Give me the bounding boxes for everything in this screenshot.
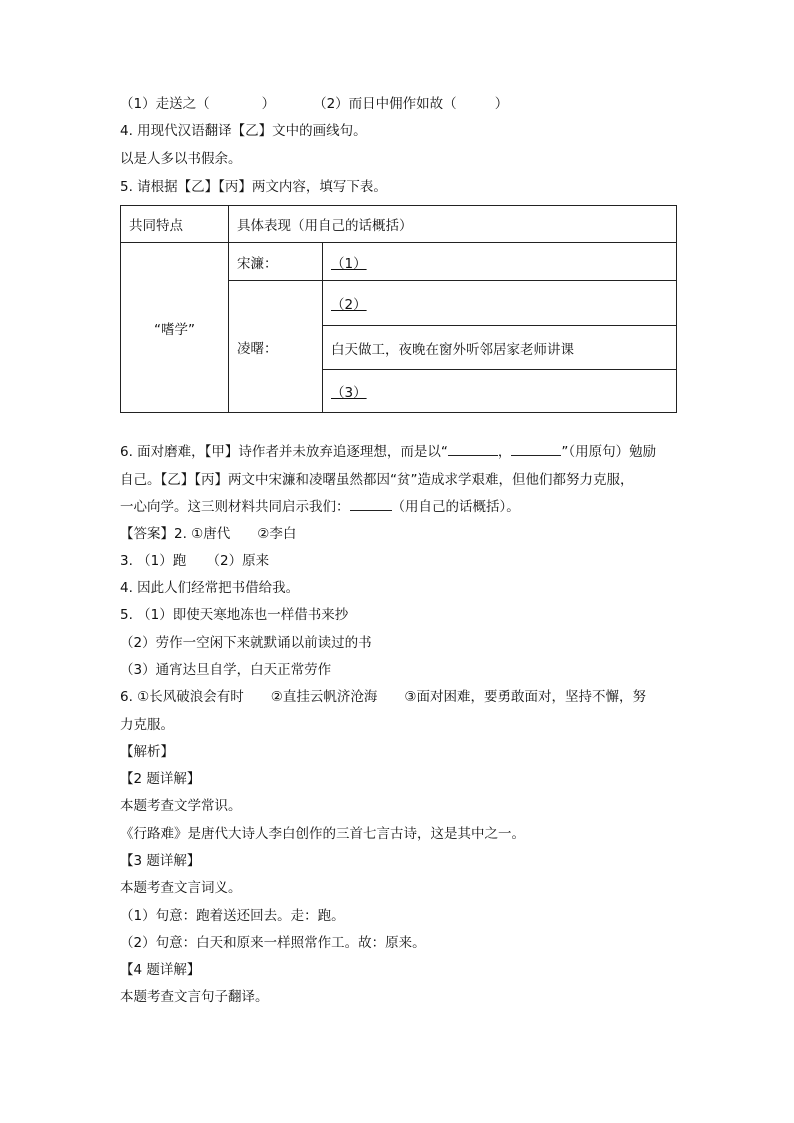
blank-label-1: （1） bbox=[331, 255, 367, 272]
blank-label-3: （3） bbox=[331, 385, 367, 401]
detail-2-text2: 《行路难》是唐代大诗人李白创作的三首七言古诗，这是其中之一。 bbox=[120, 826, 525, 842]
answer-6-line1: 6. ①长风破浪会有时 ②直挂云帆济沧海 ③面对困难，要勇敢面对，坚持不懈，努 bbox=[120, 689, 646, 705]
q4-prompt: 4. 用现代汉语翻译【乙】文中的画线句。 bbox=[120, 123, 367, 139]
fill-blank-2[interactable] bbox=[323, 281, 677, 326]
answer-blank[interactable] bbox=[511, 443, 561, 456]
detail-3-text3: （2）句意：白天和原来一样照常作工。故：原来。 bbox=[120, 935, 426, 951]
q5-prompt: 5. 请根据【乙】【丙】两文内容，填写下表。 bbox=[120, 179, 387, 195]
person-ling-shu: 凌曙： bbox=[229, 281, 323, 413]
fill-blank-1[interactable] bbox=[323, 243, 677, 281]
q6-text-c: 一心向学。这三则材料共同启示我们： bbox=[120, 499, 350, 515]
q6-line3 bbox=[120, 498, 520, 516]
q3-item1-close: ） bbox=[261, 96, 276, 112]
detail-3-heading: 【3 题详解】 bbox=[120, 853, 201, 869]
answer-6-line2: 力克服。 bbox=[120, 717, 174, 733]
q3-item2-close: ） bbox=[494, 96, 509, 112]
q6-comma: ， bbox=[497, 444, 512, 460]
answer-blank[interactable] bbox=[350, 498, 392, 511]
analysis-heading: 【解析】 bbox=[120, 744, 174, 760]
q6-text-d: （用自己的话概括）。 bbox=[391, 499, 520, 515]
detail-2-text1: 本题考查文学常识。 bbox=[120, 798, 242, 814]
q3-item1: （1）走送之（ bbox=[120, 96, 210, 112]
answer-5-1: 5. （1）即使天寒地冻也一样借书来抄 bbox=[120, 607, 349, 623]
answer-blank[interactable] bbox=[448, 443, 498, 456]
q3-item2: （2）而日中佣作如故（ bbox=[313, 96, 457, 112]
q6-text-b: ”（用原句）勉励 bbox=[561, 444, 657, 460]
answer-3: 3. （1）跑 （2）原来 bbox=[120, 553, 270, 569]
given-answer: 白天做工，夜晚在窗外听邻居家老师讲课 bbox=[323, 326, 677, 370]
q3-blanks-line bbox=[120, 95, 508, 113]
answer-5-3: （3）通宵达旦自学，白天正常劳作 bbox=[120, 662, 332, 678]
answer-2: 【答案】2. ①唐代 ②李白 bbox=[120, 526, 297, 542]
detail-4-text1: 本题考查文言句子翻译。 bbox=[120, 989, 269, 1005]
fill-blank-3[interactable] bbox=[323, 370, 677, 413]
blank-label-2: （2） bbox=[331, 297, 367, 313]
feature-cell: “嗜学” bbox=[121, 243, 229, 413]
detail-3-text2: （1）句意：跑着送还回去。走：跑。 bbox=[120, 908, 345, 924]
answer-5-2: （2）劳作一空闲下来就默诵以前读过的书 bbox=[120, 635, 372, 651]
header-common-feature: 共同特点 bbox=[121, 206, 229, 243]
detail-4-heading: 【4 题详解】 bbox=[120, 962, 201, 978]
person-song-lian: 宋濂： bbox=[229, 243, 323, 281]
header-details: 具体表现（用自己的话概括） bbox=[229, 206, 677, 243]
detail-2-heading: 【2 题详解】 bbox=[120, 771, 201, 787]
q4-sentence: 以是人多以书假余。 bbox=[120, 151, 242, 167]
answer-4: 4. 因此人们经常把书借给我。 bbox=[120, 580, 300, 596]
q6-line1 bbox=[120, 443, 656, 461]
detail-3-text1: 本题考查文言词义。 bbox=[120, 880, 242, 896]
q5-table bbox=[120, 205, 677, 413]
q6-line2: 自己。【乙】【丙】两文中宋濂和凌曙虽然都因“贫”造成求学艰难，但他们都努力克服， bbox=[120, 472, 634, 488]
q6-text-a: 6. 面对磨难，【甲】诗作者并未放弃追逐理想，而是以“ bbox=[120, 444, 448, 460]
